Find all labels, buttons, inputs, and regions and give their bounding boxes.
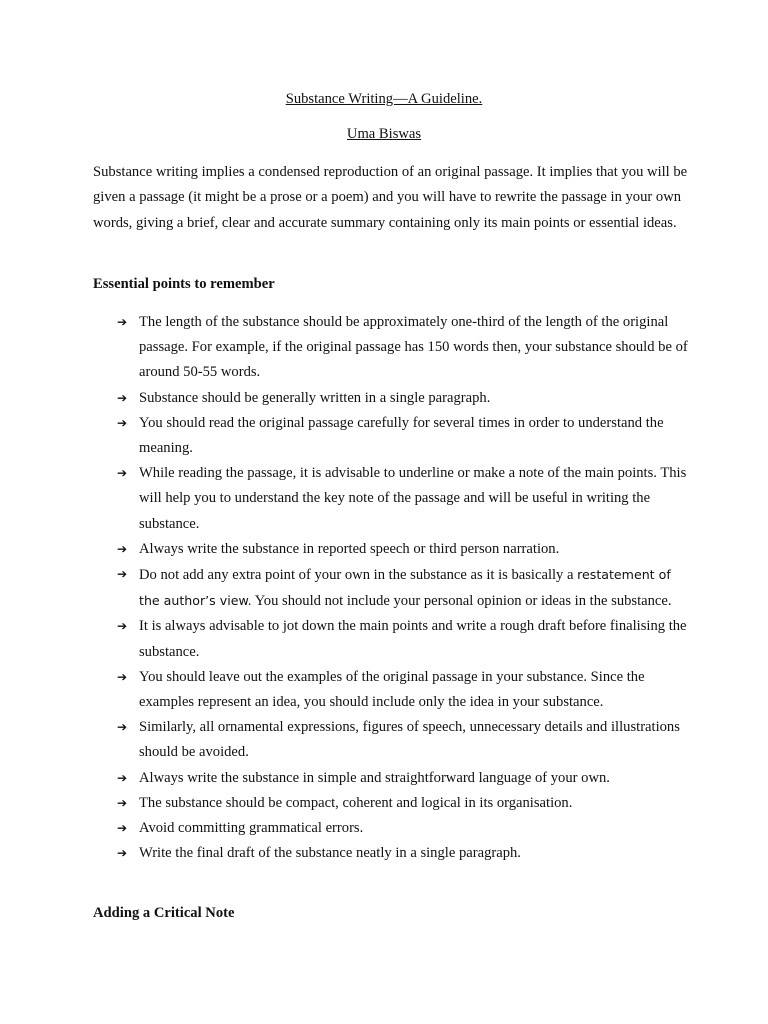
arrow-bullet-icon: ➔ <box>117 390 128 405</box>
intro-paragraph: Substance writing implies a condensed reproduction of an original passage. It implies that you will be given a passage (it might be a prose or a poem) and you will have to rewrite the passage in your own words, giving a brief, clear and accurate summary containing only its main points or essential ideas. <box>93 164 688 231</box>
list-item <box>93 461 693 537</box>
document-author: Uma Biswas <box>346 126 422 142</box>
essential-points-list <box>93 310 693 866</box>
list-item-text: Write the final draft of the substance neatly in a single paragraph. <box>139 845 521 862</box>
arrow-bullet-icon: ➔ <box>117 541 128 556</box>
list-item-text: Do not add any extra point of your own in the substance as it is basically a <box>139 567 578 584</box>
list-item-text: Substance should be generally written in a single paragraph. <box>139 389 491 406</box>
list-item <box>93 614 693 664</box>
list-item <box>93 310 693 386</box>
list-item <box>93 791 693 816</box>
arrow-bullet-icon: ➔ <box>117 466 128 481</box>
list-item-text: The length of the substance should be approximately one-third of the length of the original passage. For example, if the original passage has 150 words then, your substance should be of around 50-55 words. <box>139 314 688 381</box>
list-item <box>93 537 693 562</box>
critical-note-heading: Adding a Critical Note <box>93 905 235 921</box>
list-item <box>93 766 693 791</box>
document-title: Substance Writing—A Guideline. <box>285 91 483 107</box>
arrow-bullet-icon: ➔ <box>117 720 128 735</box>
list-item <box>93 665 693 715</box>
list-item-text: You should not include your personal opinion or ideas in the substance. <box>251 593 672 610</box>
list-item-text: Always write the substance in reported speech or third person narration. <box>139 540 560 557</box>
list-item-text: While reading the passage, it is advisable to underline or make a note of the main points. This will help you to understand the key note of the passage and will be useful in writing the substance. <box>139 465 687 532</box>
list-item <box>93 411 693 461</box>
list-item-emphasis: restatement of the author’s view. <box>139 567 671 609</box>
list-item-text: You should read the original passage carefully for several times in order to understand the meaning. <box>139 414 664 457</box>
list-item-text: It is always advisable to jot down the main points and write a rough draft before finalising the substance. <box>139 618 687 660</box>
arrow-bullet-icon: ➔ <box>117 669 128 684</box>
list-item-text: Similarly, all ornamental expressions, figures of speech, unnecessary details and illustrations should be avoided. <box>139 719 680 761</box>
arrow-bullet-icon: ➔ <box>117 821 128 836</box>
list-item-text: Always write the substance in simple and straightforward language of your own. <box>139 769 610 786</box>
list-item <box>93 715 693 765</box>
arrow-bullet-icon: ➔ <box>117 315 128 329</box>
arrow-bullet-icon: ➔ <box>117 770 128 785</box>
essential-points-heading: Essential points to remember <box>93 276 275 292</box>
arrow-bullet-icon: ➔ <box>117 846 128 861</box>
list-item-text: The substance should be compact, coherent and logical in its organisation. <box>139 794 573 811</box>
list-item <box>93 386 693 411</box>
arrow-bullet-icon: ➔ <box>117 795 128 810</box>
arrow-bullet-icon: ➔ <box>117 619 128 634</box>
list-item <box>93 562 693 614</box>
list-item <box>93 841 693 866</box>
list-item <box>93 816 693 841</box>
arrow-bullet-icon: ➔ <box>117 415 128 430</box>
arrow-bullet-icon: ➔ <box>117 567 128 582</box>
list-item-text: You should leave out the examples of the original passage in your substance. Since the examples represent an idea, you should include only the idea in your substance. <box>139 668 645 711</box>
list-item-text: Avoid committing grammatical errors. <box>139 820 364 837</box>
